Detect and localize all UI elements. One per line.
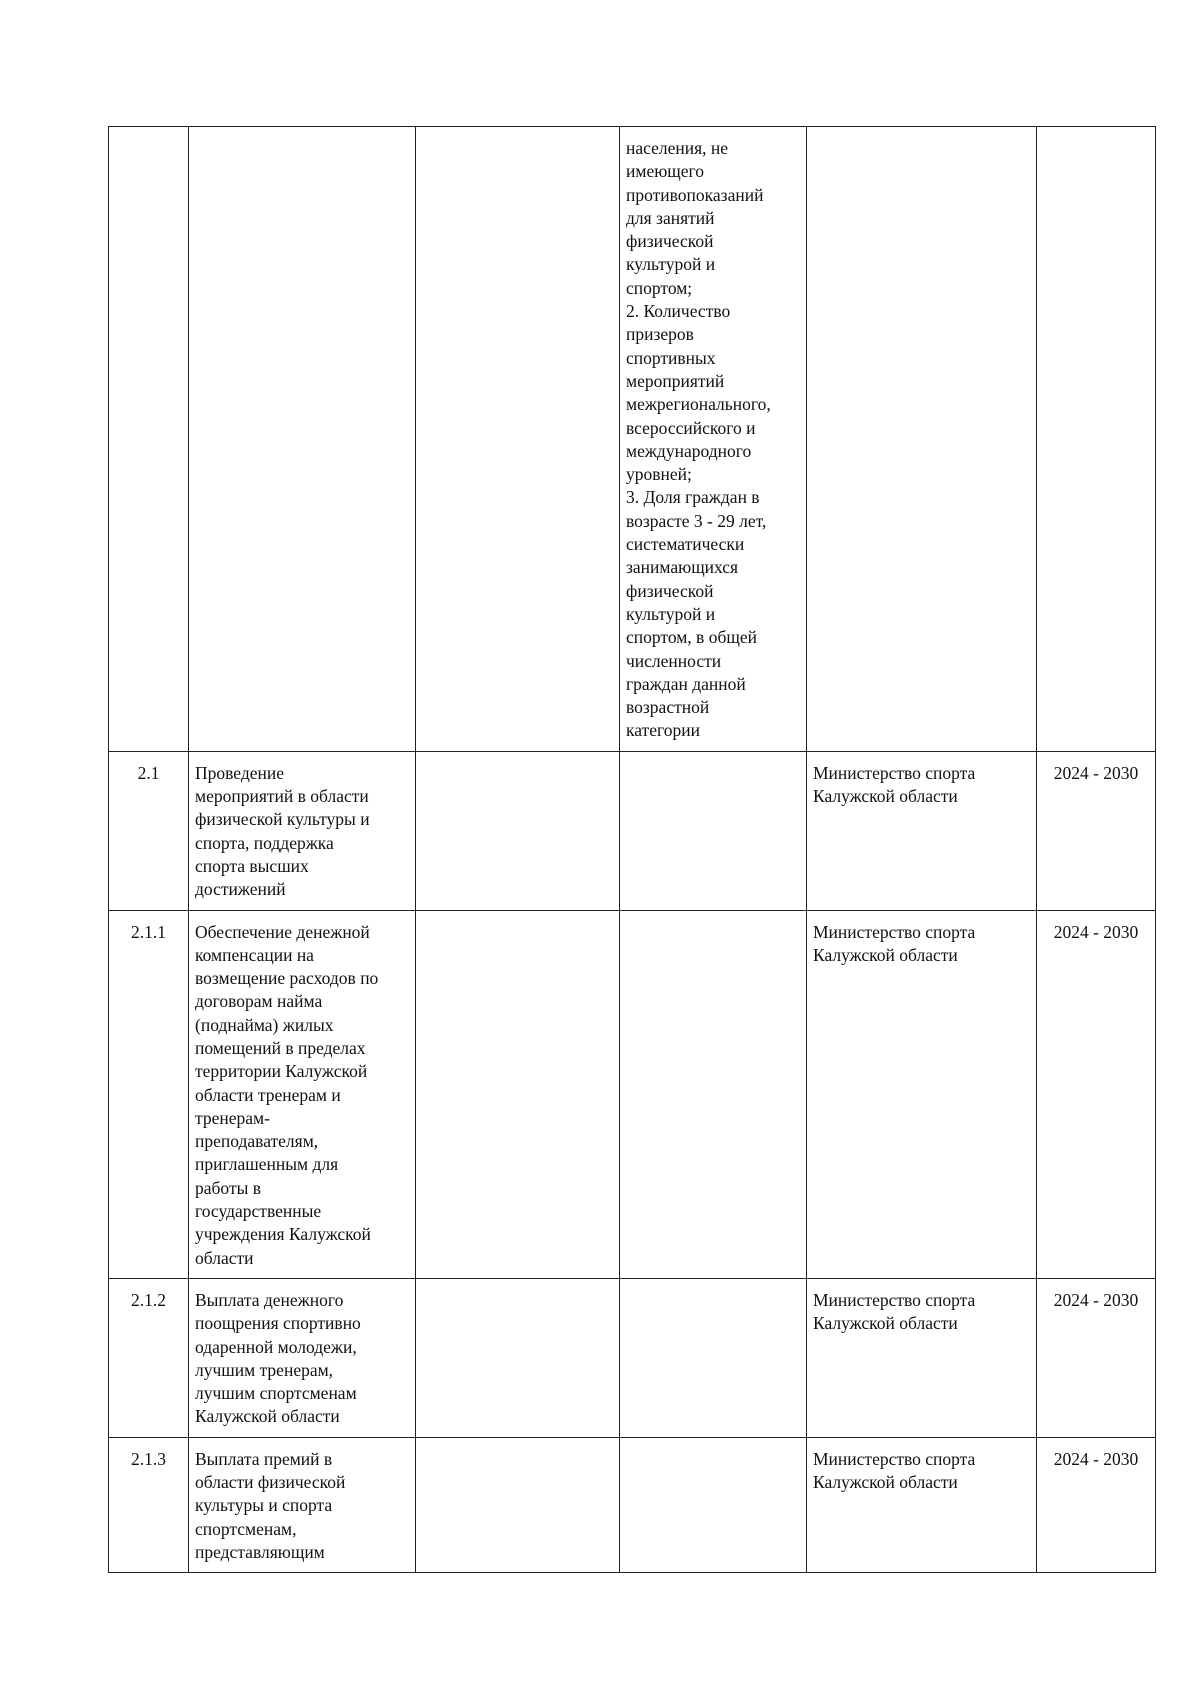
period-cell: 2024 - 2030 xyxy=(1037,910,1156,1278)
indicators-cell xyxy=(620,1278,807,1437)
period-cell: 2024 - 2030 xyxy=(1037,1437,1156,1572)
indicators-cell xyxy=(620,1437,807,1572)
table-row xyxy=(109,1278,1156,1437)
table-row xyxy=(109,751,1156,910)
row-number xyxy=(109,127,189,752)
empty-cell xyxy=(416,751,620,910)
period-cell: 2024 - 2030 xyxy=(1037,751,1156,910)
row-number: 2.1.3 xyxy=(109,1437,189,1572)
table-row xyxy=(109,1437,1156,1572)
executor-cell: Министерство спорта Калужской области xyxy=(807,910,1037,1278)
executor-cell xyxy=(807,127,1037,752)
measures-table xyxy=(108,126,1156,1573)
executor-cell: Министерство спорта Калужской области xyxy=(807,1278,1037,1437)
empty-cell xyxy=(416,127,620,752)
measure-name: Выплата денежного поощрения спортивно одаренной молодежи, лучшим тренерам, лучшим спортсменам Калужской области xyxy=(189,1278,416,1437)
table-row xyxy=(109,127,1156,752)
period-cell: 2024 - 2030 xyxy=(1037,1278,1156,1437)
row-number: 2.1 xyxy=(109,751,189,910)
measure-name: Обеспечение денежной компенсации на возмещение расходов по договорам найма (поднайма) жилых помещений в пределах территории Калужской области тренерам и тренерам- преподавателям, приглашенным для работы в государственные учреждения Калужской области xyxy=(189,910,416,1278)
indicators-cell: населения, не имеющего противопоказаний для занятий физической культурой и спортом; 2. Количество призеров спортивных мероприятий межрегионального, всероссийского и международного уровней; 3. Доля граждан в возрасте 3 - 29 лет, систематически занимающихся физической культурой и спортом, в общей численности граждан данной возрастной категории xyxy=(620,127,807,752)
executor-cell: Министерство спорта Калужской области xyxy=(807,751,1037,910)
indicators-cell xyxy=(620,751,807,910)
row-number: 2.1.2 xyxy=(109,1278,189,1437)
indicators-cell xyxy=(620,910,807,1278)
empty-cell xyxy=(416,910,620,1278)
measure-name: Выплата премий в области физической культуры и спорта спортсменам, представляющим xyxy=(189,1437,416,1572)
table-row xyxy=(109,910,1156,1278)
empty-cell xyxy=(416,1437,620,1572)
measure-name: Проведение мероприятий в области физической культуры и спорта, поддержка спорта высших достижений xyxy=(189,751,416,910)
executor-cell: Министерство спорта Калужской области xyxy=(807,1437,1037,1572)
empty-cell xyxy=(416,1278,620,1437)
measure-name xyxy=(189,127,416,752)
row-number: 2.1.1 xyxy=(109,910,189,1278)
period-cell xyxy=(1037,127,1156,752)
